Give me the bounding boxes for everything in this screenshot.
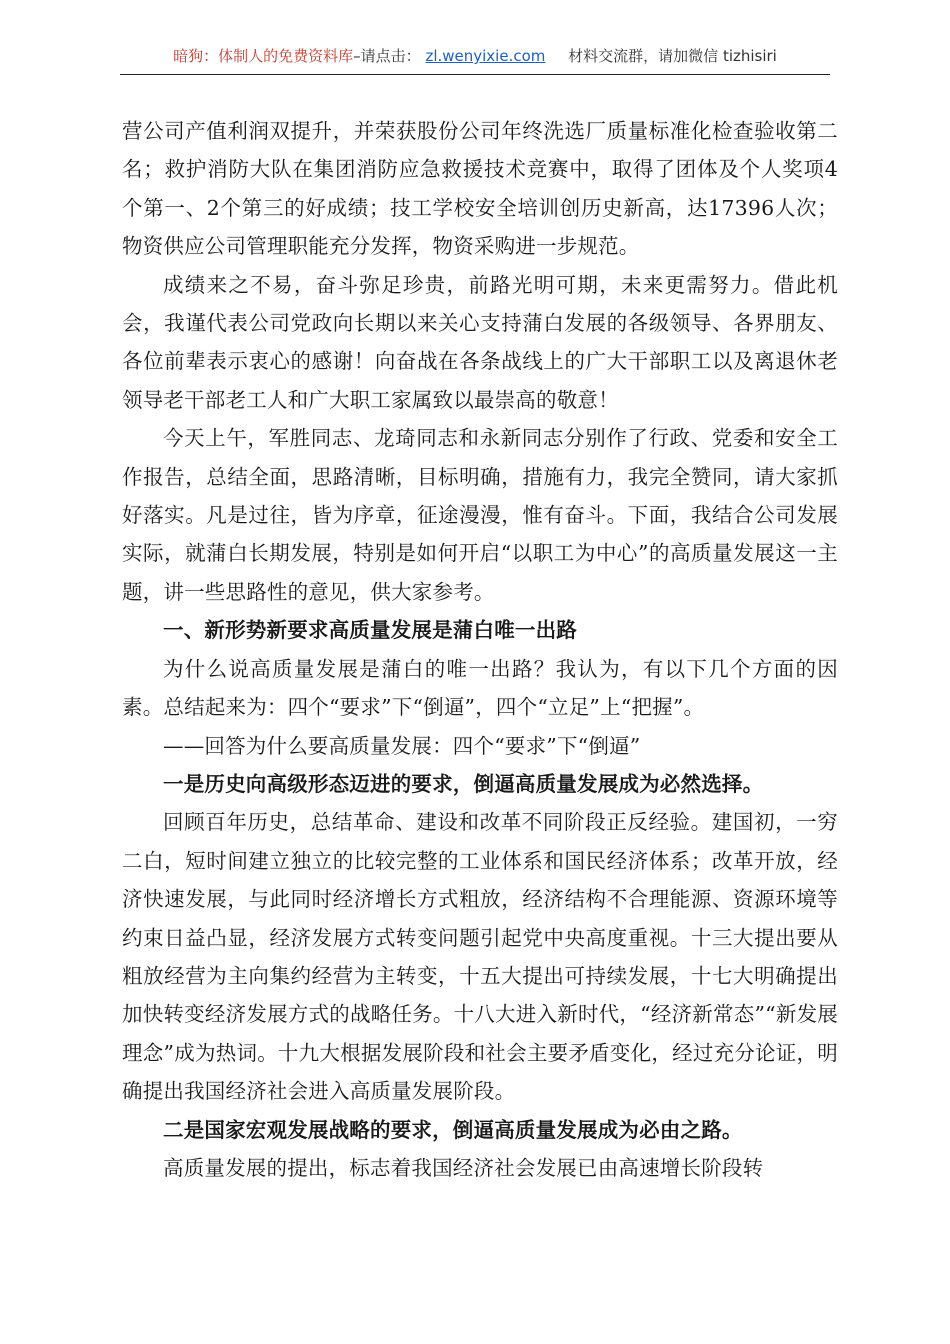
body-paragraph: 成绩来之不易，奋斗弥足珍贵，前路光明可期，未来更需努力。借此机会，我谨代表公司党政向长期以来关心支持蒲白发展的各级领导、各界朋友、各位前辈表示衷心的感谢！向奋战在各条战线上的广大干部职工以及离退休老领导老干部老工人和广大职工家属致以最崇高的敬意！ bbox=[122, 272, 838, 412]
body-paragraph: 为什么说高质量发展是蒲白的唯一出路？我认为，有以下几个方面的因素。总结起来为：四个“要求”下“倒逼”，四个“立足”上“把握”。 bbox=[122, 656, 838, 720]
body-paragraph-continued: 营公司产值利润双提升，并荣获股份公司年终洗选厂质量标准化检查验收第二名；救护消防大队在集团消防应急救援技术竞赛中，取得了团体及个人奖项4个第一、2个第三的好成绩；技工学校安全培训创历史新高，达17396人次；物资供应公司管理职能充分发挥，物资采购进一步规范。 bbox=[122, 119, 838, 259]
header-prompt: –请点击： bbox=[353, 47, 421, 65]
bold-point-heading: 二是国家宏观发展战略的要求，倒逼高质量发展成为必由之路。 bbox=[163, 1117, 743, 1142]
document-body bbox=[122, 112, 838, 1187]
sub-heading: ——回答为什么要高质量发展：四个“要求”下“倒逼” bbox=[163, 733, 641, 758]
page-header bbox=[120, 42, 830, 75]
section-heading: 一、新形势新要求高质量发展是蒲白唯一出路 bbox=[163, 618, 577, 643]
header-url-link[interactable]: zl.wenyixie.com bbox=[425, 47, 546, 65]
header-contact: 材料交流群，请加微信 tizhisiri bbox=[568, 47, 777, 65]
bold-point-heading: 一是历史向高级形态迈进的要求，倒逼高质量发展成为必然选择。 bbox=[163, 771, 764, 796]
header-brand: 暗狗：体制人的免费资料库 bbox=[173, 47, 354, 65]
body-paragraph: 回顾百年历史，总结革命、建设和改革不同阶段正反经验。建国初，一穷二白，短时间建立独立的比较完整的工业体系和国民经济体系；改革开放，经济快速发展，与此同时经济增长方式粗放，经济结构不合理能源、资源环境等约束日益凸显，经济发展方式转变问题引起党中央高度重视。十三大提出要从粗放经营为主向集约经营为主转变，十五大提出可持续发展，十七大明确提出加快转变经济发展方式的战略任务。十八大进入新时代，“经济新常态”“新发展理念”成为热词。十九大根据发展阶段和社会主要矛盾变化，经过充分论证，明确提出我国经济社会进入高质量发展阶段。 bbox=[122, 810, 838, 1104]
body-paragraph: 今天上午，军胜同志、龙琦同志和永新同志分别作了行政、党委和安全工作报告，总结全面，思路清晰，目标明确，措施有力，我完全赞同，请大家抓好落实。凡是过往，皆为序章，征途漫漫，惟有奋斗。下面，我结合公司发展实际，就蒲白长期发展，特别是如何开启“以职工为中心”的高质量发展这一主题，讲一些思路性的意见，供大家参考。 bbox=[122, 426, 838, 604]
body-paragraph: 高质量发展的提出，标志着我国经济社会发展已由高速增长阶段转 bbox=[163, 1155, 764, 1180]
